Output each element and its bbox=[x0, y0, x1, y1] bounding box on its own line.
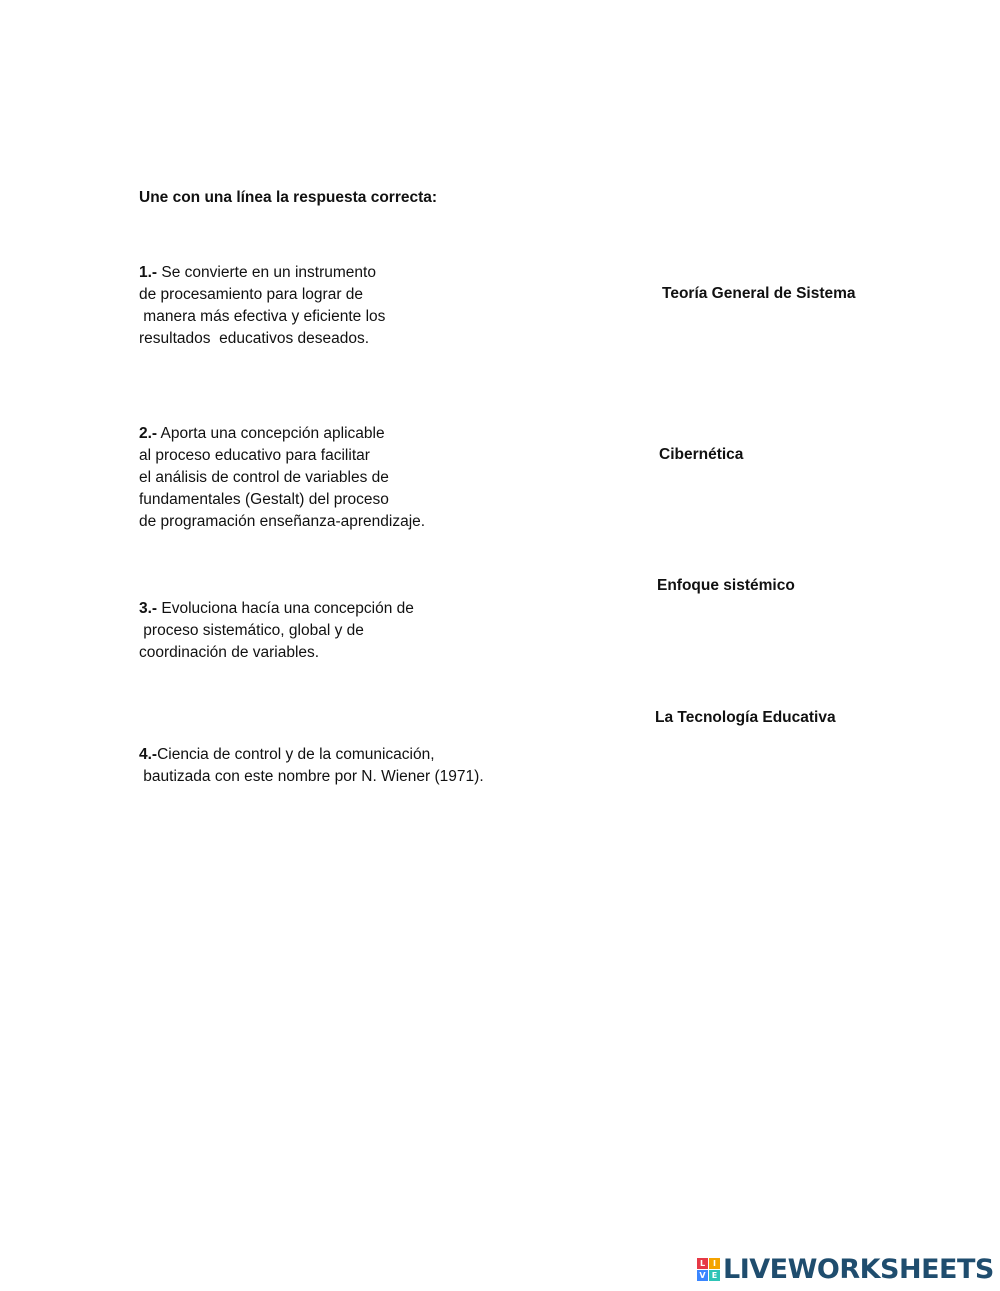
question-4-number: 4.- bbox=[139, 746, 158, 763]
instruction-heading: Une con una línea la respuesta correcta: bbox=[139, 189, 438, 206]
answer-cibernetica: Cibernética bbox=[659, 446, 744, 463]
question-1-line-3: manera más efectiva y eficiente los bbox=[139, 308, 386, 325]
liveworksheets-logo bbox=[697, 1252, 994, 1286]
question-3-number: 3.- bbox=[139, 600, 158, 617]
question-1-line-2: de procesamiento para lograr de bbox=[139, 286, 364, 303]
logo-block-i: I bbox=[709, 1258, 720, 1269]
question-3 bbox=[139, 598, 414, 664]
logo-blocks-icon bbox=[697, 1258, 720, 1281]
question-1 bbox=[139, 262, 385, 350]
question-4-line-2: bautizada con este nombre por N. Wiener (1971). bbox=[139, 768, 484, 785]
question-2-line-5: de programación enseñanza-aprendizaje. bbox=[139, 513, 426, 530]
question-4-line-1: Ciencia de control y de la comunicación, bbox=[157, 746, 435, 763]
question-1-line-4: resultados educativos deseados. bbox=[139, 330, 370, 347]
question-2-line-4: fundamentales (Gestalt) del proceso bbox=[139, 491, 389, 508]
logo-block-e: E bbox=[709, 1270, 720, 1281]
logo-text: LIVEWORKSHEETS bbox=[723, 1253, 994, 1285]
question-1-line-1: Se convierte en un instrumento bbox=[157, 264, 376, 281]
question-2 bbox=[139, 423, 425, 533]
question-2-line-2: al proceso educativo para facilitar bbox=[139, 447, 370, 464]
question-2-line-3: el análisis de control de variables de bbox=[139, 469, 389, 486]
answer-tecnologia-educativa: La Tecnología Educativa bbox=[655, 709, 836, 726]
question-3-line-3: coordinación de variables. bbox=[139, 644, 320, 661]
question-2-line-1: Aporta una concepción aplicable bbox=[157, 425, 385, 442]
logo-block-l: L bbox=[697, 1258, 708, 1269]
answer-teoria-general-de-sistema: Teoría General de Sistema bbox=[662, 285, 856, 302]
question-3-line-2: proceso sistemático, global y de bbox=[139, 622, 364, 639]
answer-enfoque-sistemico: Enfoque sistémico bbox=[657, 577, 795, 594]
question-2-number: 2.- bbox=[139, 425, 158, 442]
question-1-number: 1.- bbox=[139, 264, 158, 281]
logo-block-v: V bbox=[697, 1270, 708, 1281]
question-4 bbox=[139, 744, 484, 788]
question-3-line-1: Evoluciona hacía una concepción de bbox=[157, 600, 414, 617]
